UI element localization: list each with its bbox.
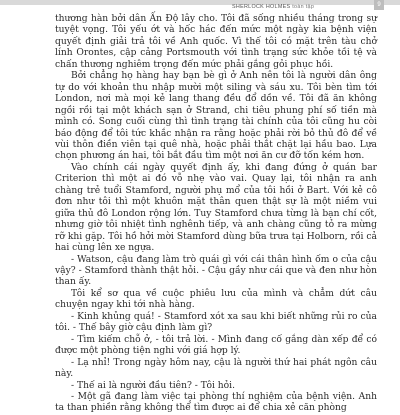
- page-number: 9: [374, 0, 384, 10]
- book-title-text: SHERLOCK HOLMES: [232, 4, 291, 10]
- dialog-line-2: - Kinh khủng quá! - Stamford xót xa sau khi biết những rủi ro của tôi. - Thế bây giờ cậu định làm gì?: [55, 311, 377, 334]
- paragraph-2: Bởi chẳng họ hàng hay bạn bè gì ở Anh nên tôi là người dân ông tự do với khoản thu nhập mười một siling và sáu xu. Tôi bèn tìm tới London, nơi mà mọi kẻ lang thang đều đổ dồn về. Tôi đã ăn không ngồi rồi tại một khách sạn ở Strand, chi tiêu phung phí số tiền mà mình có. Song cuối cùng thì tình trạng tài chính của tôi cũng hu còi báo động để tôi tức khắc nhận ra rằng hoặc phải rời bỏ thủ đô để về vùi thôn điền viên tại quê nhà, hoặc phải thắt chặt lại hầu bao. Lựa chọn phương án hai, tôi bắt đầu tìm một nơi ăn cư đỡ tốn kém hơn.: [55, 71, 377, 162]
- dialog-line-5: - Thế ai là người đầu tiên? - Tôi hỏi.: [71, 380, 235, 391]
- book-title: [232, 4, 314, 10]
- dialog-line-4: - Lạ nhỉ! Trong ngày hôm nay, cậu là người thứ hai phát ngôn câu này.: [55, 357, 377, 380]
- dialog-line-6: - Một gã đang làm việc tại phòng thí nghiệm của bệnh viện. Anh ta than phiền rằng không thể tìm được ai để chia xẻ căn phòng: [55, 391, 377, 414]
- header-bar: [0, 0, 400, 5]
- running-header: [0, 0, 400, 14]
- page-body: [55, 14, 377, 415]
- paragraph-4: Tôi kể sơ qua về cuộc phiêu lưu của mình và chẳm dứt câu chuyện ngay khi tới nhà hàng.: [55, 288, 377, 311]
- paragraph-1: thương hàn bởi dân Ấn Độ lây cho. Tôi đã sống nhiều tháng trong sự tuyệt vọng. Tôi yếu ớt và hốc hác đến mức một ngày kia bệnh viện quyết định giải trả tôi về Anh quốc. Vì thế tôi có mặt trên tàu chở lính Orontes, cập cảng Portsmouth với tình trạng sức khỏe tồi tệ và chấn thương nghiêm trọng đến mức phải gắng gỏi phục hồi.: [55, 14, 377, 70]
- paragraph-3: Vào chính cái ngày quyết định ấy, khi đang đứng ở quán bar Criterion thì một ai đó vỗ nhẹ vào vai. Quay lại, tôi nhận ra anh chàng trẻ tuổi Stamford, người phụ mổ của tôi hồi ở Bart. Với kẻ cô đơn như tôi thì một khuôn mặt thân quen thật sự là một niềm vui giữa thủ đô London rộng lớn. Tuy Stamford chưa từng là bạn chí cốt, nhưng giờ tôi nhiệt tình nghênh tiếp, và anh chàng cũng tỏ ra mừng rỡ khi gặp. Tôi hồ hởi mời Stamford dùng bữa trưa tại Holborn, rồi cả hai cùng lên xe ngựa.: [55, 162, 377, 254]
- book-subtitle: toàn tập: [292, 4, 315, 10]
- dialog-line-3: - Tìm kiếm chỗ ở, - tôi trả lời. - Mình đang cố gắng dàn xếp để có được một phòng tiện nghi với giá hợp lý.: [55, 334, 377, 357]
- dialog-line-1: - Watson, cậu đang làm trò quái gì với cái thân hình ốm o của cậu vậy? - Stamford thành thật hỏi. - Cậu gầy như cái que và đen như hòn than ấy.: [55, 254, 377, 288]
